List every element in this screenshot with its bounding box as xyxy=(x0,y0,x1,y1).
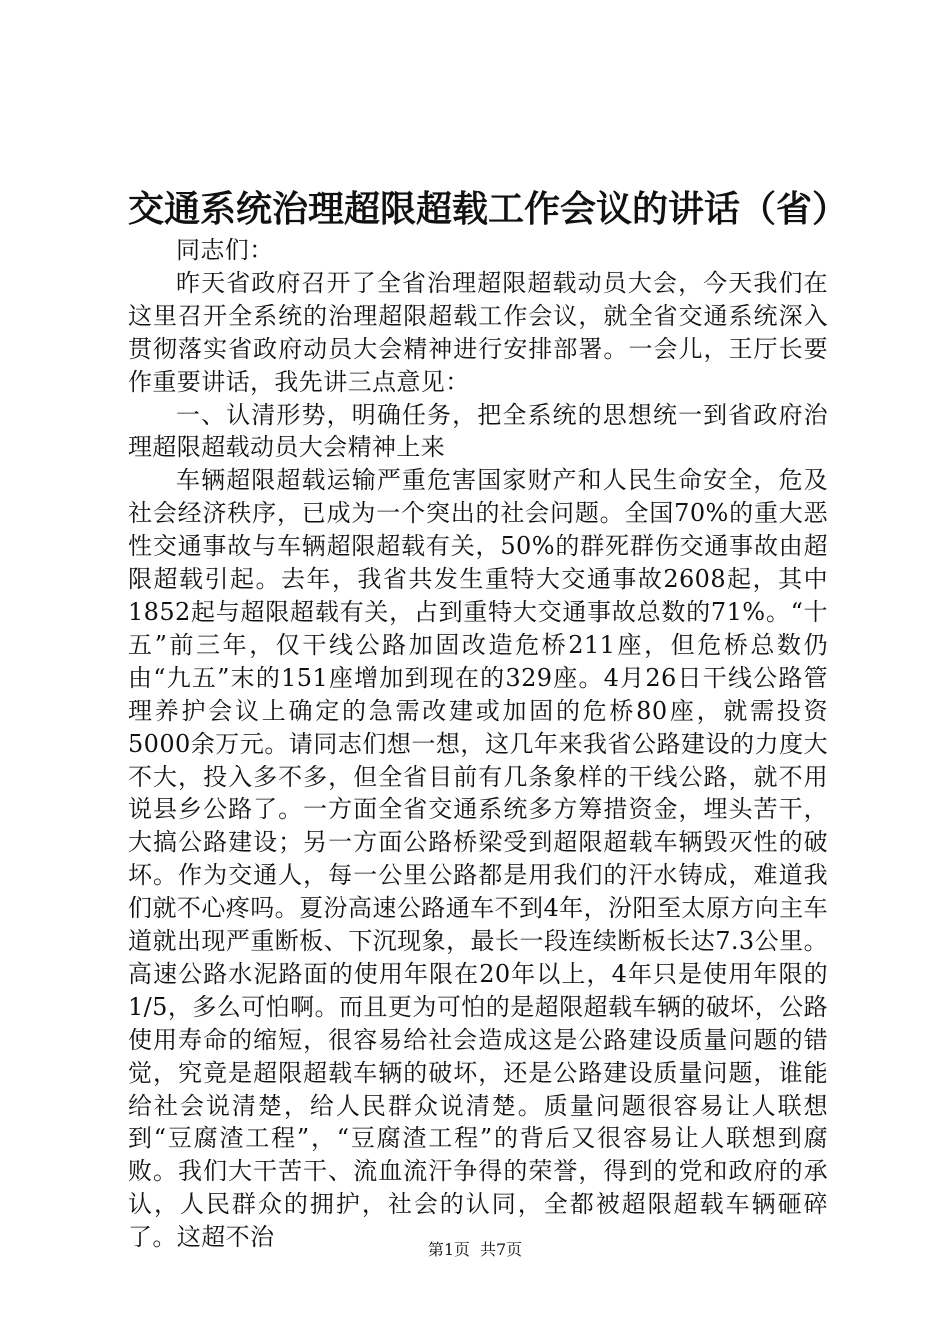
intro-paragraph: 昨天省政府召开了全省治理超限超载动员大会，今天我们在这里召开全系统的治理超限超载工作会议，就全省交通系统深入贯彻落实省政府动员大会精神进行安排部署。一会儿，王厅长要作重要讲话，我先讲三点意见： xyxy=(128,268,828,396)
section-heading-paragraph: 一、认清形势，明确任务，把全系统的思想统一到省政府治理超限超载动员大会精神上来 xyxy=(128,400,828,462)
page-number: 第1页 xyxy=(427,1240,470,1259)
body-paragraph: 车辆超限超载运输严重危害国家财产和人民生命安全，危及社会经济秩序，已成为一个突出的社会问题。全国70%的重大恶性交通事故与车辆超限超载有关，50%的群死群伤交通事故由超限超载引起。去年，我省共发生重特大交通事故2608起，其中1852起与超限超载有关，占到重特大交通事故总数的71%。“十五”前三年，仅干线公路加固改造危桥211座，但危桥总数仍由“九五”末的151座增加到现在的329座。4月26日干线公路管理养护会议上确定的急需改建或加固的危桥80座，就需投资5000余万元。请同志们想一想，这几年来我省公路建设的力度大不大，投入多不多，但全省目前有几条象样的干线公路，就不用说县乡公路了。一方面全省交通系统多方筹措资金，埋头苦干，大搞公路建设；另一方面公路桥梁受到超限超载车辆毁灭性的破坏。作为交通人，每一公里公路都是用我们的汗水铸成，难道我们就不心疼吗。夏汾高速公路通车不到4年，汾阳至太原方向主车道就出现严重断板、下沉现象，最长一段连续断板长达7.3公里。高速公路水泥路面的使用年限在20年以上，4年只是使用年限的1/5，多么可怕啊。而且更为可怕的是超限超载车辆的破坏，公路使用寿命的缩短，很容易给社会造成这是公路建设质量问题的错觉，究竟是超限超载车辆的破坏，还是公路建设质量问题，谁能给社会说清楚，给人民群众说清楚。质量问题很容易让人联想到“豆腐渣工程”，“豆腐渣工程”的背后又很容易让人联想到腐败。我们大干苦干、流血流汗争得的荣誉，得到的党和政府的承认，人民群众的拥护，社会的认同，全都被超限超载车辆砸碎了。这超不治 xyxy=(128,466,828,1252)
document-body xyxy=(128,234,828,1254)
page-footer xyxy=(0,1240,950,1260)
salutation-paragraph: 同志们： xyxy=(176,236,274,264)
document-title: 交通系统治理超限超载工作会议的讲话（省） xyxy=(128,188,849,230)
page-total: 共7页 xyxy=(480,1240,523,1259)
